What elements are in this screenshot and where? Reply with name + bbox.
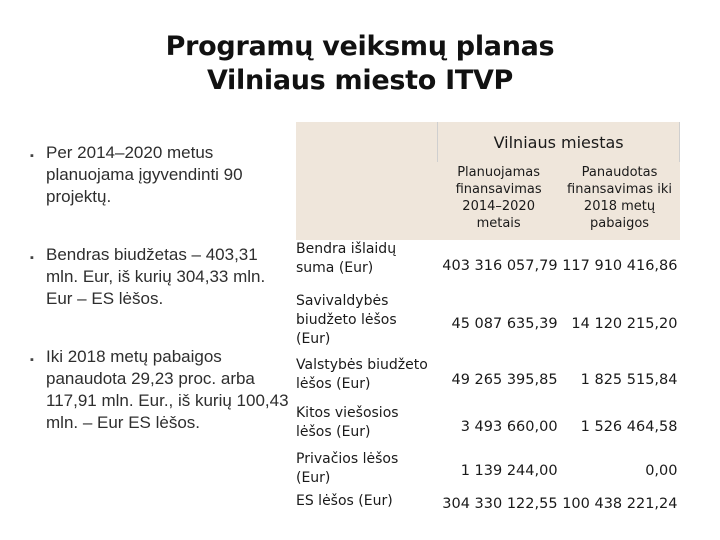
used-value: 1 825 515,84 (580, 372, 678, 388)
slide-title-line-1: Programų veiksmų planas (165, 31, 555, 62)
table-subheader-row (296, 162, 680, 240)
used-value: 100 438 221,24 (562, 496, 678, 512)
used-column-header: Panaudotas finansavimas iki 2018 metų pabaigos (560, 162, 680, 240)
row-label: Kitos viešosios lėšos (Eur) (296, 405, 399, 440)
table-header-row (296, 122, 680, 162)
bullet-text: Per 2014–2020 metus planuojama įgyvendinti 90 projektų. (46, 143, 243, 206)
planned-value: 45 087 635,39 (451, 316, 558, 332)
bullet-text: Iki 2018 metų pabaigos panaudota 29,23 proc. arba 117,91 mln. Eur., iš kurių 100,43 mln. – Eur ES lėšos. (46, 347, 289, 432)
square-bullet-icon: ▪ (30, 252, 34, 264)
bullet-item (30, 142, 290, 208)
planned-column-header: Planuojamas finansavimas 2014–2020 metais (438, 162, 560, 240)
slide-title-line-2: Vilniaus miesto ITVP (206, 65, 514, 96)
bullet-item (30, 346, 290, 434)
row-label: Valstybės biudžeto lėšos (Eur) (296, 357, 428, 392)
table-row (296, 356, 680, 404)
table-row (296, 492, 680, 516)
row-label: Bendra išlaidų suma (Eur) (296, 241, 397, 276)
row-label: ES lėšos (Eur) (296, 493, 393, 509)
bullet-item (30, 244, 290, 310)
planned-value: 1 139 244,00 (460, 463, 558, 479)
row-label: Privačios lėšos (Eur) (296, 451, 399, 486)
planned-value: 304 330 122,55 (442, 496, 558, 512)
square-bullet-icon: ▪ (30, 354, 34, 366)
table-row (296, 450, 680, 492)
bullet-text: Bendras biudžetas – 403,31 mln. Eur, iš kurių 304,33 mln. Eur – ES lėšos. (46, 245, 266, 308)
square-bullet-icon: ▪ (30, 150, 34, 162)
planned-value: 49 265 395,85 (451, 372, 558, 388)
budget-table (296, 122, 680, 516)
planned-value: 3 493 660,00 (460, 419, 558, 435)
used-value: 14 120 215,20 (571, 316, 678, 332)
used-value: 1 526 464,58 (580, 419, 678, 435)
used-value: 117 910 416,86 (562, 258, 678, 274)
bullet-list (30, 142, 290, 470)
table-corner-cell (296, 122, 438, 162)
slide-title (0, 30, 720, 98)
used-value: 0,00 (645, 463, 678, 479)
planned-value: 403 316 057,79 (442, 258, 558, 274)
row-label: Savivaldybės biudžeto lėšos (Eur) (296, 293, 397, 347)
city-header: Vilniaus miestas (438, 122, 680, 162)
table-row (296, 240, 680, 292)
table-row (296, 292, 680, 356)
table-row (296, 404, 680, 450)
table-corner-cell (296, 162, 438, 240)
